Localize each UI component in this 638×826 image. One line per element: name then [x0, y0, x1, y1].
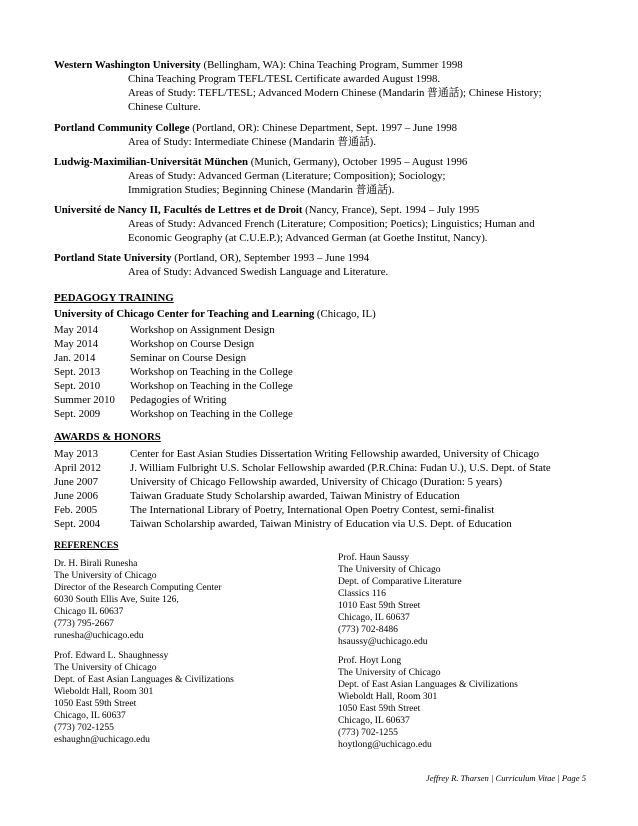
list-item: [54, 447, 594, 461]
list-item: [54, 365, 594, 379]
institution-detail: (Nancy, France), Sept. 1994 – July 1995: [302, 204, 480, 216]
ref-line: 1050 East 59th Street: [338, 703, 421, 714]
education-entry-lmu: [54, 155, 467, 169]
pedagogy-institution-name: University of Chicago Center for Teaching and Learning: [54, 308, 315, 320]
institution-name: Western Washington University: [54, 59, 201, 71]
list-item: [54, 461, 594, 475]
institution-detail: (Portland, OR): Chinese Department, Sept. 1997 – June 1998: [189, 122, 458, 134]
list-item: [54, 503, 594, 517]
item-text: Taiwan Graduate Study Scholarship awarded, Taiwan Ministry of Education: [130, 490, 460, 502]
ref-email: hoytlong@uchicago.edu: [338, 739, 432, 750]
education-line: Economic Geography (at C.U.E.P.); Advanced German (at Goethe Institut, Nancy).: [128, 232, 488, 244]
ref-line: Classics 116: [338, 588, 386, 599]
reference-shaughnessy: [54, 650, 234, 746]
ref-line: (773) 702-8486: [338, 624, 398, 635]
education-line: Area of Study: Advanced Swedish Language and Literature.: [128, 266, 389, 278]
education-entry-wwu: [54, 58, 463, 72]
ref-line: The University of Chicago: [338, 667, 441, 678]
pedagogy-institution: [54, 307, 376, 321]
item-date: May 2014: [54, 338, 99, 350]
ref-line: The University of Chicago: [54, 570, 157, 581]
list-item: [54, 517, 594, 531]
ref-line: (773) 795-2667: [54, 618, 114, 629]
ref-line: Chicago IL 60637: [54, 606, 124, 617]
list-item: [54, 323, 594, 337]
item-text: Workshop on Teaching in the College: [130, 380, 293, 392]
education-line: Areas of Study: Advanced French (Literature; Composition; Poetics); Linguistics; Human and: [128, 218, 535, 230]
section-heading-awards: AWARDS & HONORS: [54, 431, 161, 443]
item-text: The International Library of Poetry, International Open Poetry Contest, semi-finalist: [130, 504, 495, 516]
institution-name: Ludwig-Maximilian-Universität München: [54, 156, 249, 168]
institution-name: Portland State University: [54, 252, 172, 264]
list-item: [54, 393, 594, 407]
education-line: Areas of Study: Advanced German (Literature; Composition); Sociology;: [128, 170, 446, 182]
ref-email: runesha@uchicago.edu: [54, 630, 144, 641]
list-item: [54, 475, 594, 489]
education-entry-psu: [54, 251, 369, 265]
item-date: Sept. 2010: [54, 380, 101, 392]
ref-line: (773) 702-1255: [338, 727, 398, 738]
list-item: [54, 379, 594, 393]
item-text: Taiwan Scholarship awarded, Taiwan Ministry of Education via U.S. Dept. of Education: [130, 518, 512, 530]
list-item: [54, 351, 594, 365]
item-text: Workshop on Course Design: [130, 338, 255, 350]
ref-line: Prof. Hoyt Long: [338, 655, 402, 666]
item-date: Sept. 2004: [54, 518, 101, 530]
ref-line: 1050 East 59th Street: [54, 698, 137, 709]
education-line: Immigration Studies; Beginning Chinese (Mandarin 普通話).: [128, 184, 395, 196]
item-text: Pedagogies of Writing: [130, 394, 227, 406]
ref-line: Dept. of East Asian Languages & Civilizations: [338, 679, 518, 690]
education-line: China Teaching Program TEFL/TESL Certificate awarded August 1998.: [128, 73, 441, 85]
item-text: Workshop on Teaching in the College: [130, 366, 293, 378]
ref-email: eshaughn@uchicago.edu: [54, 734, 150, 745]
item-text: Workshop on Assignment Design: [130, 324, 275, 336]
section-heading-references: REFERENCES: [54, 540, 119, 551]
ref-email: hsaussy@uchicago.edu: [338, 636, 428, 647]
list-item: [54, 489, 594, 503]
reference-saussy: [338, 552, 462, 648]
pedagogy-location: (Chicago, IL): [314, 308, 376, 320]
item-date: May 2014: [54, 324, 99, 336]
item-date: Jan. 2014: [54, 352, 96, 364]
list-item: [54, 337, 594, 351]
education-line: Areas of Study: TEFL/TESL; Advanced Modern Chinese (Mandarin 普通話); Chinese History;: [128, 87, 542, 99]
item-date: Sept. 2009: [54, 408, 101, 420]
ref-line: The University of Chicago: [338, 564, 441, 575]
item-text: University of Chicago Fellowship awarded, University of Chicago (Duration: 5 years): [130, 476, 503, 488]
institution-name: Portland Community College: [54, 122, 190, 134]
item-text: Seminar on Course Design: [130, 352, 247, 364]
ref-line: Chicago, IL 60637: [338, 612, 410, 623]
ref-line: Director of the Research Computing Center: [54, 582, 222, 593]
education-line: Area of Study: Intermediate Chinese (Mandarin 普通話).: [128, 136, 376, 148]
reference-long: [338, 655, 518, 751]
ref-line: Dept. of Comparative Literature: [338, 576, 462, 587]
item-date: Feb. 2005: [54, 504, 98, 516]
education-line: Chinese Culture.: [128, 101, 201, 113]
item-text: Workshop on Teaching in the College: [130, 408, 293, 420]
ref-line: Dr. H. Birali Runesha: [54, 558, 138, 569]
item-date: Summer 2010: [54, 394, 115, 406]
item-date: June 2006: [54, 490, 99, 502]
ref-line: The University of Chicago: [54, 662, 157, 673]
ref-line: Chicago, IL 60637: [338, 715, 410, 726]
item-date: Sept. 2013: [54, 366, 101, 378]
reference-runesha: [54, 558, 222, 642]
education-entry-nancy: [54, 203, 479, 217]
awards-list: [54, 447, 594, 531]
item-date: June 2007: [54, 476, 99, 488]
ref-line: 6030 South Ellis Ave, Suite 126,: [54, 594, 179, 605]
institution-detail: (Bellingham, WA): China Teaching Program, Summer 1998: [200, 59, 463, 71]
page-footer: Jeffrey R. Tharsen | Curriculum Vitae | Page 5: [425, 773, 586, 783]
ref-line: Prof. Haun Saussy: [338, 552, 410, 563]
ref-line: Wieboldt Hall, Room 301: [54, 686, 154, 697]
item-text: J. William Fulbright U.S. Scholar Fellowship awarded (P.R.China: Fudan U.), U.S. Dept. of State: [130, 462, 551, 474]
education-entry-pcc: [54, 121, 457, 135]
institution-detail: (Portland, OR), September 1993 – June 1994: [171, 252, 370, 264]
ref-line: Dept. of East Asian Languages & Civilizations: [54, 674, 234, 685]
ref-line: 1010 East 59th Street: [338, 600, 421, 611]
ref-line: Wieboldt Hall, Room 301: [338, 691, 438, 702]
institution-name: Université de Nancy II, Facultés de Lettres et de Droit: [54, 204, 303, 216]
institution-detail: (Munich, Germany), October 1995 – August 1996: [248, 156, 468, 168]
ref-line: Chicago, IL 60637: [54, 710, 126, 721]
ref-line: Prof. Edward L. Shaughnessy: [54, 650, 169, 661]
item-date: May 2013: [54, 448, 99, 460]
list-item: [54, 407, 594, 421]
section-heading-pedagogy: PEDAGOGY TRAINING: [54, 292, 174, 304]
item-text: Center for East Asian Studies Dissertation Writing Fellowship awarded, University of Chicago: [130, 448, 539, 460]
ref-line: (773) 702-1255: [54, 722, 114, 733]
item-date: April 2012: [54, 462, 102, 474]
pedagogy-list: [54, 323, 594, 421]
